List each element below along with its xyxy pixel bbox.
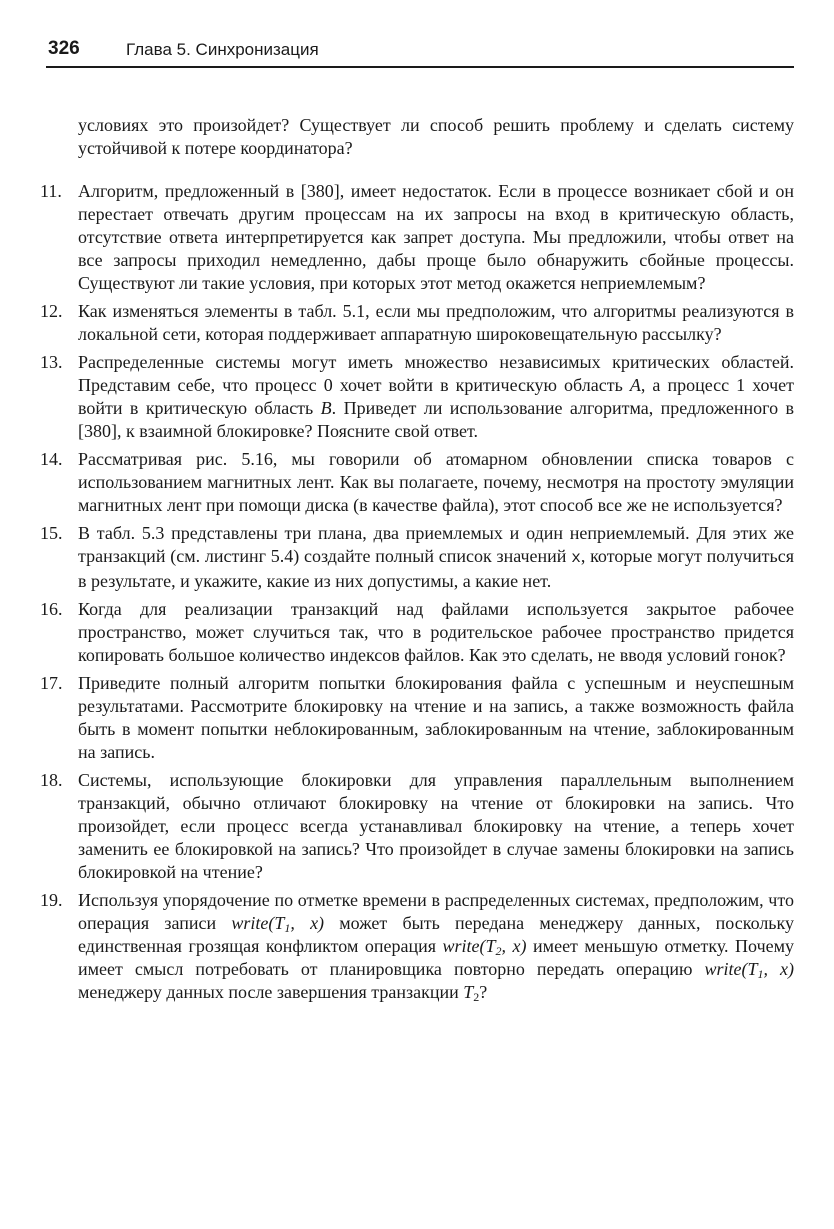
subscript: 1 bbox=[757, 967, 764, 981]
formula-part: , x) bbox=[763, 959, 795, 979]
exercise-text bbox=[78, 522, 794, 593]
formula bbox=[704, 959, 794, 979]
exercise-item bbox=[40, 522, 794, 593]
text-run: . Приведет ли использование алгоритма, предложенного в [380], к взаимной блокировке? Поясните свой ответ. bbox=[78, 398, 795, 441]
exercise-number: 16. bbox=[40, 599, 63, 619]
formula-part: , x) bbox=[501, 936, 527, 956]
text-run: , которые могут получиться в результате, и укажите, какие из них допустимы, а какие нет. bbox=[78, 546, 794, 591]
function-name: write bbox=[231, 913, 269, 933]
code-variable: x bbox=[571, 549, 581, 567]
transaction-symbol: T bbox=[274, 913, 285, 933]
exercise-list bbox=[40, 180, 794, 1004]
exercise-number: 14. bbox=[40, 449, 63, 469]
transaction-symbol: T bbox=[747, 959, 758, 979]
exercise-number: 15. bbox=[40, 523, 63, 543]
exercise-number: 19. bbox=[40, 890, 63, 910]
subscript: 2 bbox=[473, 990, 480, 1004]
exercise-item bbox=[40, 769, 794, 884]
exercise-text bbox=[78, 889, 794, 1004]
exercise-text: Приведите полный алгоритм попытки блокирования файла с успешным и неуспешным результатами. Рассмотрите блокировку на чтение и на запись, а также возможность файла быть в момент попытки неблокированным, заблокированным на чтение, заблокированным на запись. bbox=[78, 673, 794, 762]
continued-paragraph: условиях это произойдет? Существует ли способ решить проблему и сделать систему устойчивой к потере координатора? bbox=[78, 115, 794, 158]
exercise-number: 13. bbox=[40, 352, 63, 372]
page-number: 326 bbox=[48, 38, 80, 59]
exercise-item bbox=[40, 300, 794, 346]
function-name: write bbox=[442, 936, 480, 956]
formula-part: , x) bbox=[290, 913, 325, 933]
variable: A bbox=[629, 375, 641, 395]
transaction-symbol: T bbox=[463, 982, 474, 1002]
exercise-number: 12. bbox=[40, 301, 63, 321]
exercise-text: Когда для реализации транзакций над файлами используется закрытое рабочее пространство, может случиться так, что в родительское рабочее пространство придется копировать большое количество индексов файлов. Как это сделать, не вводя условий гонок? bbox=[78, 599, 794, 665]
exercise-item bbox=[40, 180, 794, 295]
transaction-symbol: T bbox=[485, 936, 496, 956]
function-name: write bbox=[704, 959, 742, 979]
text-run: имеет меньшую отметку. Почему имеет смысл потребовать от планировщика повторно передать операцию bbox=[78, 936, 795, 979]
exercise-item bbox=[40, 889, 794, 1004]
variable: B bbox=[320, 398, 332, 418]
text-run: Распределенные системы могут иметь множество независимых критических областей. Представим себе, что процесс 0 хочет войти в критическую область bbox=[78, 352, 794, 395]
page-body bbox=[40, 114, 794, 1009]
formula bbox=[231, 913, 324, 933]
text-run: может быть передана менеджеру данных, поскольку единственная грозящая конфликтом операция bbox=[78, 913, 795, 956]
exercise-text bbox=[78, 351, 794, 443]
formula-part: ( bbox=[268, 913, 275, 933]
exercise-item bbox=[40, 448, 794, 517]
formula-part: ( bbox=[741, 959, 748, 979]
exercise-text: Как изменяться элементы в табл. 5.1, если мы предположим, что алгоритмы реализуются в локальной сети, которая поддерживает аппаратную широковещательную рассылку? bbox=[78, 301, 794, 344]
formula bbox=[443, 936, 527, 956]
subscript: 1 bbox=[284, 921, 291, 935]
exercise-number: 18. bbox=[40, 770, 63, 790]
formula-part: ( bbox=[479, 936, 486, 956]
subscript: 2 bbox=[495, 944, 502, 958]
exercise-text: Алгоритм, предложенный в [380], имеет недостаток. Если в процессе возникает сбой и он перестает отвечать другим процессам на их запросы на вход в критическую область, отсутствие ответа интерпретируется как запрет доступа. Мы предложили, чтобы ответ на все запросы приходил немедленно, дабы проще было обнаружить сбойные процессы. Существуют ли такие условия, при которых этот метод окажется неприемлемым? bbox=[78, 181, 794, 293]
text-run: , а процесс 1 хочет войти в критическую область bbox=[78, 375, 794, 418]
exercise-item bbox=[40, 672, 794, 764]
exercise-item bbox=[40, 351, 794, 443]
text-run: В табл. 5.3 представлены три плана, два приемлемых и один неприемлемый. Для этих же транзакций (см. листинг 5.4) создайте полный список значений bbox=[78, 523, 794, 566]
exercise-text: Рассматривая рис. 5.16, мы говорили об атомарном обновлении списка товаров с использованием магнитных лент. Как вы полагаете, почему, несмотря на простоту эмуляции магнитных лент при помощи диска (в качестве файла), этот способ все же не используется? bbox=[78, 449, 794, 515]
page-header bbox=[46, 38, 794, 68]
text-run: Используя упорядочение по отметке времени в распределенных системах, предположим, что операция записи bbox=[78, 890, 794, 933]
text-run: ? bbox=[479, 982, 488, 1002]
chapter-title: Глава 5. Синхронизация bbox=[126, 40, 319, 59]
text-run: менеджеру данных после завершения транзакции bbox=[78, 982, 464, 1002]
exercise-item bbox=[40, 598, 794, 667]
exercise-text: Системы, использующие блокировки для управления параллельным выполнением транзакций, обычно отличают блокировку на чтение от блокировки на запись. Что произойдет, если процесс всегда устанавливал блокировку на чтение, а теперь хочет заменить ее блокировкой на запись? Что произойдет в случае замены блокировки на запись блокировкой на чтение? bbox=[78, 770, 794, 882]
exercise-number: 17. bbox=[40, 673, 63, 693]
exercise-number: 11. bbox=[40, 181, 62, 201]
